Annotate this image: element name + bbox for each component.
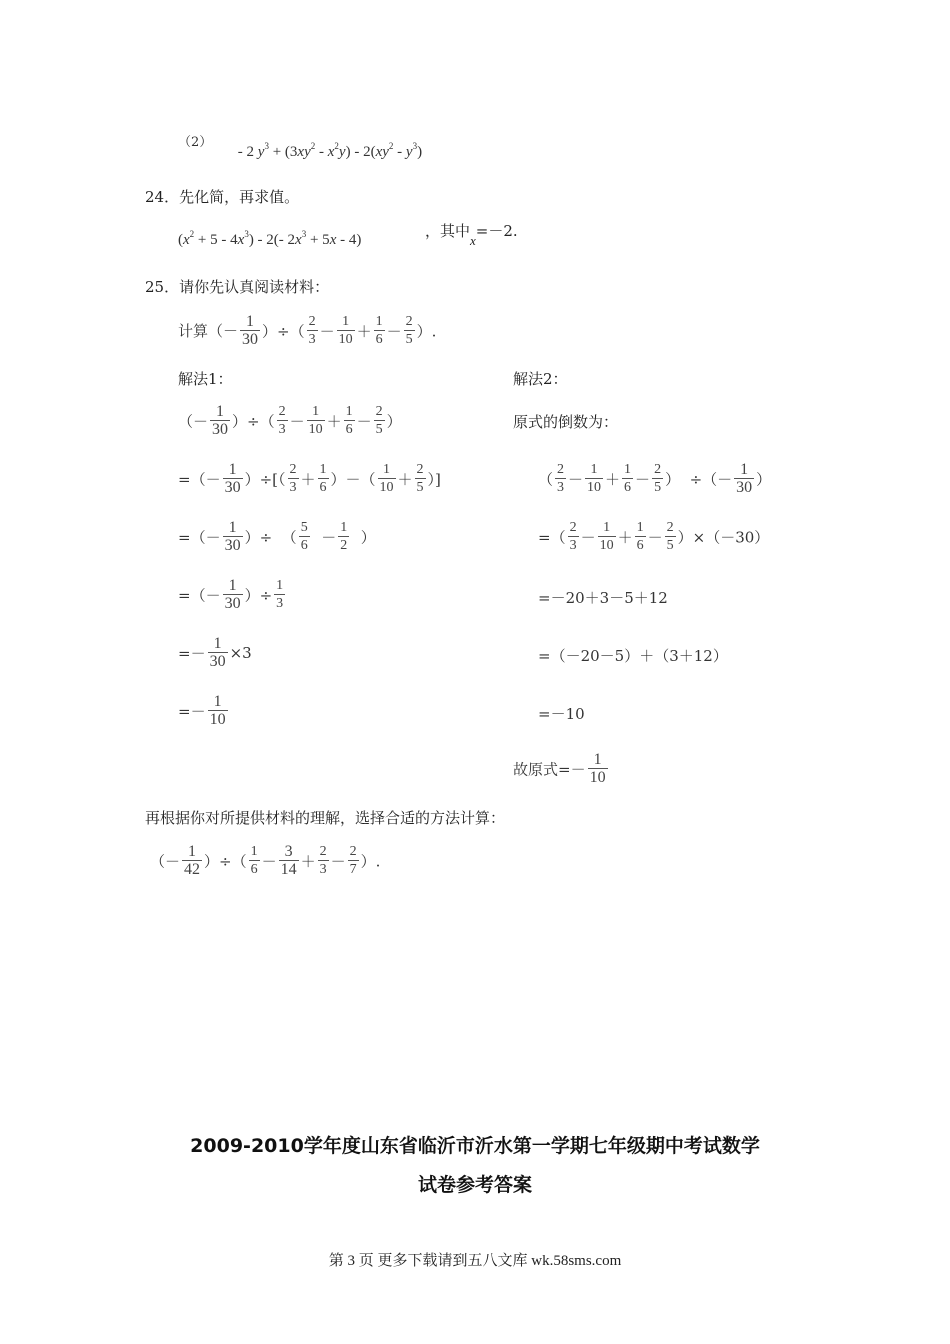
page-footer: 第 3 页 更多下载请到五八文库 wk.58sms.com: [328, 1253, 622, 1269]
m2-reciprocal-label: 原式的倒数为：: [513, 413, 619, 431]
q24-variable: x: [470, 233, 476, 248]
m1-step2: =（－ $\frac{1}{30}$ ）÷[（ $\frac{2}{3}$ ＋ $\frac{1}{6}$ ）－（ $\frac{1}{10}$ ＋ $\frac{2}{5}$ ）]: [178, 461, 441, 496]
method1-label: 解法1：: [178, 370, 233, 388]
m1-step5: =－ $\frac{1}{30}$ ×3: [178, 635, 252, 670]
m2-step3: =－20＋3－5＋12: [538, 589, 668, 607]
q25-exercise: （－ $\frac{1}{42}$ ）÷（ $\frac{1}{6}$ － $\frac{3}{14}$ ＋ $\frac{2}{3}$ － $\frac{2}{7}$ ）.: [150, 843, 381, 878]
m2-step5: =－10: [538, 705, 585, 723]
answer-title-line1: 2009-2010学年度山东省临沂市沂水第一学期七年级期中考试数学: [190, 1135, 760, 1157]
m2-step2: =（ $\frac{2}{3}$ － $\frac{1}{10}$ ＋ $\frac{1}{6}$ － $\frac{2}{5}$ ）×（－30）: [538, 520, 770, 553]
m1-step4: =（－ $\frac{1}{30}$ ）÷ $\frac{1}{3}$: [178, 577, 284, 612]
q23-part2: [178, 131, 423, 160]
m2-step1: （ $\frac{2}{3}$ － $\frac{1}{10}$ ＋ $\frac{1}{6}$ － $\frac{2}{5}$ ） ÷（－ $\frac{1}{30}$ ）: [538, 461, 772, 496]
q25-heading: 25．请你先认真阅读材料：: [145, 278, 330, 296]
q24-condition: ，其中x=－2.: [425, 222, 518, 248]
q25-problem: 计算（－ $\frac{1}{30}$ ）÷（ $\frac{2}{3}$ － $\frac{1}{10}$ ＋ $\frac{1}{6}$ － $\frac{2}{5}$ ）.: [178, 313, 437, 348]
m1-step3: =（－ $\frac{1}{30}$ ）÷ （ $\frac{5}{6}$ － $\frac{1}{2}$ ）: [178, 519, 376, 554]
m2-step4: =（－20－5）＋（3＋12）: [538, 647, 728, 665]
answer-title-line2: 试卷参考答案: [417, 1174, 532, 1196]
q25-instruction: 再根据你对所提供材料的理解，选择合适的方法计算：: [145, 809, 506, 827]
q23-part2-label: （2）: [178, 135, 213, 150]
m1-step1: （－ $\frac{1}{30}$ ）÷（ $\frac{2}{3}$ － $\frac{1}{10}$ ＋ $\frac{1}{6}$ － $\frac{2}{5}$ ）: [178, 403, 402, 438]
m1-step6: =－ $\frac{1}{10}$: [178, 693, 226, 728]
q24-expression: $(x^2 + 5 - 4x^3) - 2(-$ $2x^3 + 5x - 4$): [178, 229, 362, 248]
m2-conclusion: 故原式=－ $\frac{1}{10}$: [513, 751, 606, 786]
q23-part2-expression: - 2 $y^3 + (3xy^2 - x^2y) - 2(xy^2 - y^3)$: [237, 141, 423, 160]
method2-label: 解法2：: [513, 370, 568, 388]
q24-heading: 24．先化简，再求值。: [145, 188, 300, 206]
